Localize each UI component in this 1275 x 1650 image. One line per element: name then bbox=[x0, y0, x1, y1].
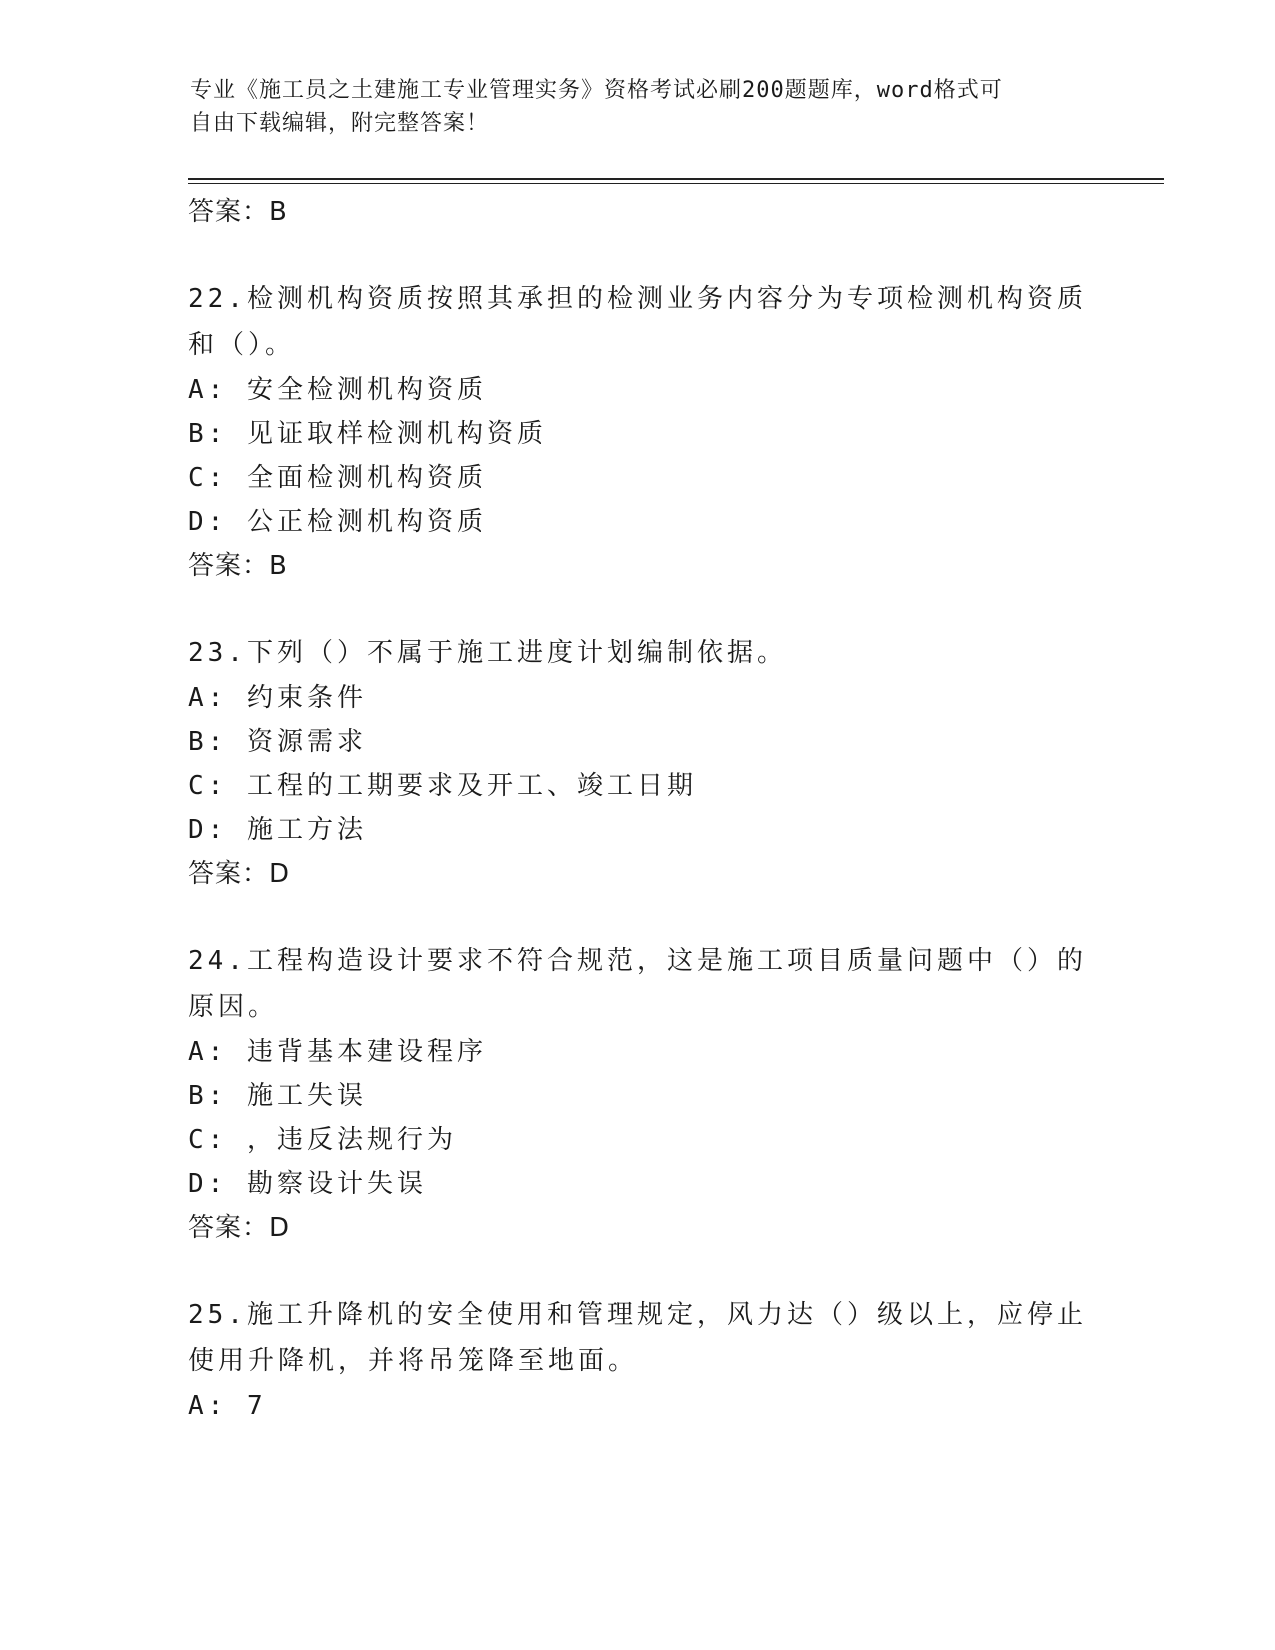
question-24 bbox=[188, 938, 1088, 1250]
question-text: 24.工程构造设计要求不符合规范，这是施工项目质量问题中（）的原因。 bbox=[188, 946, 1087, 1022]
question-25 bbox=[188, 1292, 1088, 1428]
header-line-1: 专业《施工员之土建施工专业管理实务》资格考试必刷200题题库，word格式可 bbox=[190, 78, 1003, 103]
header-divider bbox=[188, 178, 1164, 180]
header-line-2: 自由下载编辑，附完整答案！ bbox=[190, 111, 490, 136]
document-header bbox=[190, 74, 1090, 140]
option-a: A: 7 bbox=[188, 1391, 267, 1421]
question-23 bbox=[188, 630, 1088, 896]
option-b: B: 见证取样检测机构资质 bbox=[188, 419, 547, 449]
option-c: C: 全面检测机构资质 bbox=[188, 463, 487, 493]
answer-line: 答案：B bbox=[188, 551, 288, 581]
option-d: D: 公正检测机构资质 bbox=[188, 507, 487, 537]
answer-line: 答案：D bbox=[188, 1213, 291, 1243]
question-text: 22.检测机构资质按照其承担的检测业务内容分为专项检测机构资质和（）。 bbox=[188, 284, 1087, 360]
option-c: C: ，违反法规行为 bbox=[188, 1125, 457, 1155]
answer-line: 答案：B bbox=[188, 197, 288, 227]
option-d: D: 勘察设计失误 bbox=[188, 1169, 427, 1199]
option-a: A: 约束条件 bbox=[188, 683, 367, 713]
question-text: 25.施工升降机的安全使用和管理规定，风力达（）级以上，应停止使用升降机，并将吊笼降至地面。 bbox=[188, 1300, 1087, 1376]
answer-line: 答案：D bbox=[188, 859, 291, 889]
option-c: C: 工程的工期要求及开工、竣工日期 bbox=[188, 771, 697, 801]
question-list bbox=[188, 190, 1088, 1428]
question-text: 23.下列（）不属于施工进度计划编制依据。 bbox=[188, 638, 787, 668]
option-b: B: 施工失误 bbox=[188, 1081, 367, 1111]
question-22 bbox=[188, 276, 1088, 588]
option-b: B: 资源需求 bbox=[188, 727, 367, 757]
option-d: D: 施工方法 bbox=[188, 815, 367, 845]
option-a: A: 安全检测机构资质 bbox=[188, 375, 487, 405]
header-divider-thin bbox=[188, 183, 1164, 184]
option-a: A: 违背基本建设程序 bbox=[188, 1037, 487, 1067]
